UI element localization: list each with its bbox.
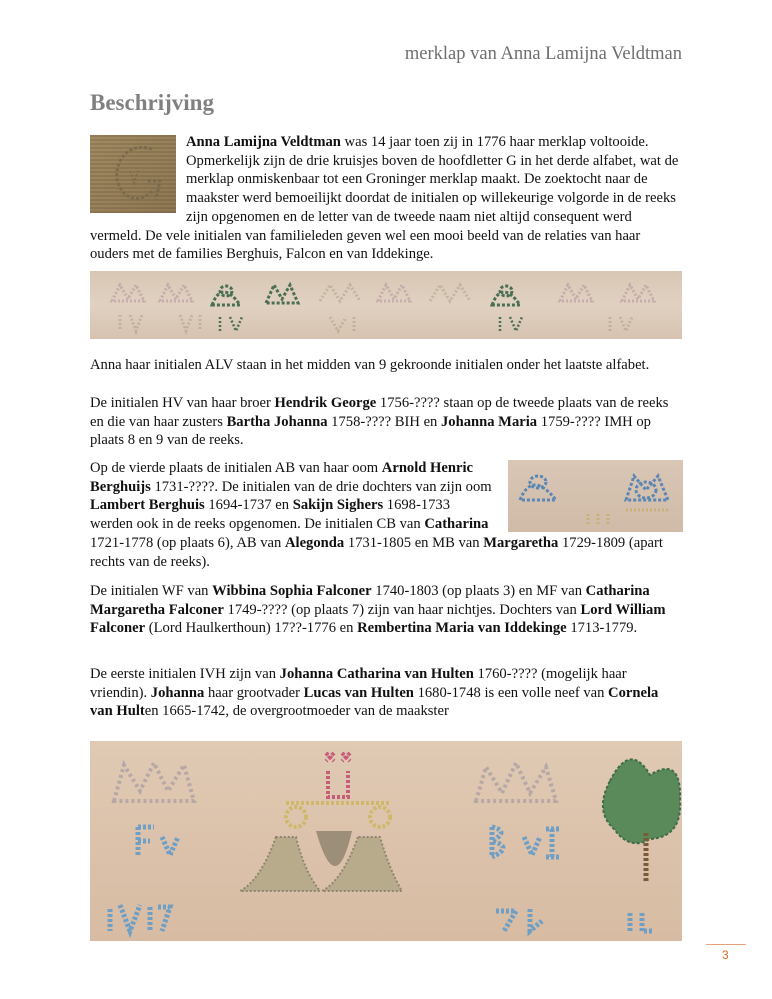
paragraph-falconer: De initialen WF van Wibbina Sophia Falconer 1740-1803 (op plaats 3) en MF van Catharina Margaretha Falconer 1749-???? (op plaats 7) zijn van haar nichtjes. Dochters van Lord William Falconer (Lord Haulkerthoun) 17??-1776 en Rembertina Maria van Iddekinge 1713-1779. (90, 583, 666, 637)
running-header: merklap van Anna Lamijna Veldtman (404, 44, 682, 64)
sampler-large-detail-image (90, 741, 682, 941)
paragraph-siblings: De initialen HV van haar broer Hendrik George 1756-???? staan op de tweede plaats van de reeks en die van haar zusters Bartha Johanna 1758-???? BIH en Johanna Maria 1759-???? IMH op plaats 8 en 9 van de reeks. (90, 395, 669, 449)
page-number: 3 (722, 948, 729, 962)
paragraph-alv: Anna haar initialen ALV staan in het midden van 9 gekroonde initialen onder het laatste alfabet. (90, 357, 650, 373)
sampler-detail-image (90, 135, 176, 213)
sampler-crowns-image (508, 460, 683, 532)
sampler-crowned-initials-image (90, 271, 682, 339)
section-title: Beschrijving (90, 90, 214, 115)
paragraph-berghuis: Op de vierde plaats de initialen AB van haar oom Arnold Henric Berghuijs 1731-????. De initialen van de drie dochters van zijn oom Lambert Berghuis 1694-1737 en Sakijn Sighers 1698-1733 werden ook in de reeks opgenomen. De initialen CB van Catharina 1721-1778 (op plaats 6), AB van Alegonda 1731-1805 en MB van Margaretha 1729-1809 (apart rechts van de reeks). (90, 459, 682, 571)
name-anna: Anna Lamijna Veldtman (186, 134, 341, 150)
paragraph-intro: Anna Lamijna Veldtman was 14 jaar toen zij in 1776 haar merklap voltooide. Opmerkelijk zijn de drie kruisjes boven de hoofdletter G in het derde alfabet, wat de merklap onmiskenbaar tot een Groninger merklap maakt. De zoektocht naar de maakster werd bemoeilijkt doordat de initialen op willekeurige volgorde in de reeks zijn opgenomen en de letter van de tweede naam niet altijd consequent werd vermeld. De vele initialen van familieleden geven wel een mooi beeld van de relaties van haar ouders met de families Berghuis, Falcon en van Iddekinge. (90, 134, 679, 263)
paragraph-van-hulten: De eerste initialen IVH zijn van Johanna Catharina van Hulten 1760-???? (mogelijk haar vriendin). Johanna haar grootvader Lucas van Hulten 1680-1748 is een volle neef van Cornela van Hulten 1665-1742, de overgrootmoeder van de maakster (90, 666, 659, 720)
footer-rule (706, 944, 746, 945)
